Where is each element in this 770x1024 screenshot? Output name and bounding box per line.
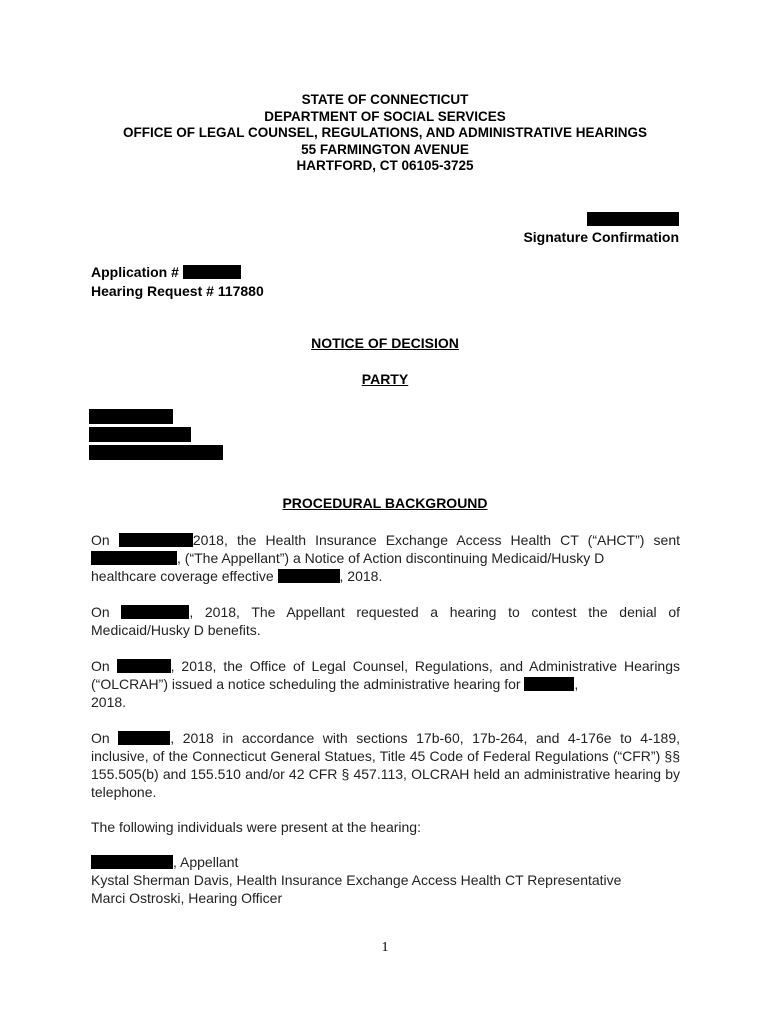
paragraph-text: , 2018, the Office of Legal Counsel, Regulations, and Administrative Hearings (“OLCRAH”) issued a notice scheduling the administrative hearing for	[91, 658, 681, 692]
paragraph-text: , 2018 in accordance with sections 17b-60, 17b-264, and 4-176e to 4-189, inclusive, of the Connecticut General Statues, Title 45 Code of Federal Regulations (“CFR”) §§ 155.505(b) and 155.510 and/or 42 CFR § 457.113, OLCRAH held an administrative hearing by telephone.	[91, 730, 680, 800]
letterhead-department: DEPARTMENT OF SOCIAL SERVICES	[264, 108, 506, 124]
redacted-party-address	[89, 427, 191, 442]
attendee-representative: Kystal Sherman Davis, Health Insurance Exchange Access Health CT Representative	[91, 872, 622, 888]
redacted-date	[117, 659, 171, 673]
redacted-date	[118, 731, 170, 745]
paragraph-last-line	[91, 567, 680, 585]
redacted-date	[278, 569, 340, 583]
redacted-date	[524, 677, 574, 691]
attendee-role: , Appellant	[173, 854, 239, 870]
letterhead-office: OFFICE OF LEGAL COUNSEL, REGULATIONS, AND ADMINISTRATIVE HEARINGS	[122, 125, 647, 140]
paragraph-scheduling-notice	[91, 657, 680, 711]
page-number: 1	[381, 940, 389, 955]
redacted-party-name	[89, 409, 173, 424]
paragraph-ahct-notice	[91, 531, 680, 585]
redacted-appellant-name	[91, 855, 173, 869]
paragraph-text: On	[91, 532, 110, 548]
application-number-line	[91, 263, 264, 282]
redacted-appellant-name	[91, 551, 177, 565]
paragraph-text: On	[91, 604, 110, 620]
signature-confirmation: Signature Confirmation	[523, 229, 679, 245]
letterhead-state: STATE OF CONNECTICUT	[301, 92, 469, 107]
paragraph-attendees-intro: The following individuals were present at the hearing:	[91, 819, 421, 835]
notice-title: NOTICE OF DECISION	[311, 335, 459, 351]
attendee-hearing-officer: Marci Ostroski, Hearing Officer	[91, 890, 283, 906]
paragraph-text: , 2018, The Appellant requested a hearing to contest the denial of Medicaid/Husky D benefits.	[91, 604, 680, 638]
application-block	[91, 263, 264, 301]
redacted-party-city	[89, 445, 223, 460]
hearing-request-number: Hearing Request # 117880	[91, 283, 264, 299]
paragraph-text: 2018, the Health Insurance Exchange Access Health CT (“AHCT”) sent	[192, 532, 680, 548]
paragraph-text: On	[91, 658, 110, 674]
letterhead-city: HARTFORD, CT 06105-3725	[296, 158, 474, 173]
redacted-date	[121, 605, 189, 619]
paragraph-hearing-request	[91, 603, 680, 639]
letterhead	[0, 92, 770, 175]
paragraph-text: , (“The Appellant”) a Notice of Action discontinuing Medicaid/Husky D	[177, 550, 605, 566]
letterhead-street: 55 FARMINGTON AVENUE	[301, 141, 469, 157]
procedural-background-heading: PROCEDURAL BACKGROUND	[282, 495, 488, 511]
paragraph-text: healthcare coverage effective	[91, 568, 274, 584]
application-label: Application #	[91, 264, 179, 280]
attendee-appellant	[91, 853, 238, 871]
redacted-application-number	[183, 265, 241, 279]
paragraph-text: On	[91, 730, 110, 746]
paragraph-text: , 2018.	[339, 568, 383, 584]
paragraph-last-line: 2018.	[91, 694, 127, 710]
redacted-date	[119, 533, 193, 547]
paragraph-hearing-held	[91, 729, 680, 801]
paragraph-text: ,	[574, 676, 579, 692]
party-heading: PARTY	[361, 371, 409, 387]
redacted-tracking-number	[587, 212, 679, 226]
